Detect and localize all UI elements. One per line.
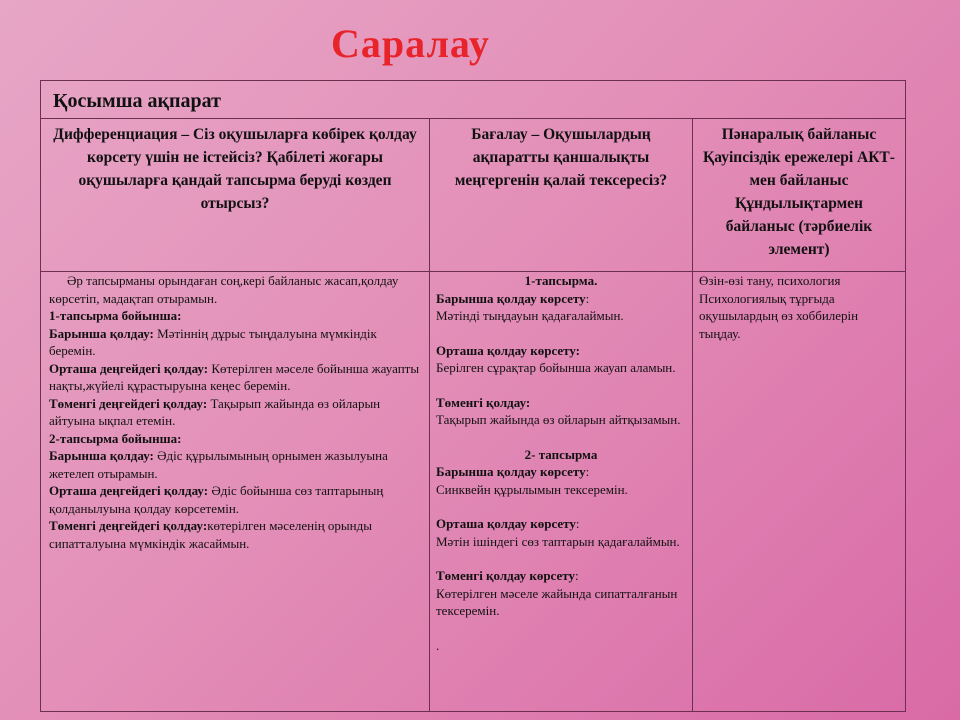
t2-low (49, 517, 421, 552)
task2-title: 2- тапсырма (524, 446, 598, 462)
crosslinks-cell (693, 272, 905, 342)
differentiation-cell (41, 272, 429, 552)
t1-low (49, 395, 421, 430)
crosslinks-text: Өзін-өзі тану, психология Психологиялық тұрғыда оқушылардың өз хоббилерін тыңдау. (699, 273, 859, 341)
label: Орташа деңгейдегі қолдау: (49, 483, 209, 498)
label: Төменгі деңгейдегі қолдау: (49, 518, 208, 533)
a1-low-text: Тақырып жайында өз ойларын айтқызамын. (436, 412, 681, 427)
a2-all: Барынша қолдау көрсету: (436, 464, 590, 479)
text: Әдіс құрылымының орнымен жазылуына жетелеп отырамын. (49, 448, 388, 481)
text: Мәтіннің дұрыс тыңдалуына мүмкіндік беремін. (49, 325, 377, 358)
label: Барынша қолдау: (49, 448, 154, 463)
table-header (41, 81, 905, 119)
a2-all-text: Синквейн құрылымын тексеремін. (436, 481, 628, 497)
task1-heading: 1-тапсырма бойынша: (49, 308, 182, 323)
a2-low: Төменгі қолдау көрсету: (436, 568, 579, 583)
a1-all-text: Мәтінді тыңдауын қадағалаймын. (436, 308, 624, 323)
trailing-dot: . (436, 637, 440, 653)
header-row-divider (41, 119, 905, 272)
label: Төменгі деңгейдегі қолдау: (49, 395, 208, 411)
a2-low-text: Көтерілген мәселе жайында сипатталғанын тексеремін. (436, 585, 678, 618)
task2-heading: 2-тапсырма бойынша: (49, 430, 182, 446)
a1-low-label: Төменгі қолдау: (436, 394, 531, 410)
column-question: Пәнаралық байланыс Қауіпсіздік ережелері АКТ-мен байланыс Құндылықтармен байланыс (тәрбиелік элемент) (703, 126, 895, 258)
t2-mid (49, 482, 421, 517)
column-question: Бағалау – Оқушылардың ақпаратты қаншалықты меңгергенін қалай тексересіз? (454, 126, 668, 189)
assessment-cell (430, 272, 692, 654)
a1-all: Барынша қолдау көрсету: (436, 290, 590, 306)
a1-mid-label: Орташа қолдау көрсету: (436, 342, 581, 358)
label: Төменгі қолдау көрсету (436, 568, 575, 583)
task1-title: 1-тапсырма. (524, 273, 598, 288)
a2-mid: Орташа қолдау көрсету: (436, 516, 580, 531)
a2-mid-text: Мәтін ішіндегі сөз таптарын қадағалаймын. (436, 533, 680, 549)
intro-text: Әр тапсырманы орындаған соң,кері байланыс жасап,қолдау көрсетіп, мадақтап отырамын. (49, 273, 399, 306)
slide-title: Саралау (331, 21, 490, 66)
column-question: Дифференциация – Сіз оқушыларға көбірек қолдау көрсету үшін не істейсіз? Қабілеті жоғары оқушыларға қандай тапсырма беруді көздеп отырсыз? (53, 126, 417, 212)
label: Барынша қолдау: (49, 325, 154, 341)
label: Орташа деңгейдегі қолдау: (49, 360, 209, 376)
label: Орташа қолдау көрсету (436, 516, 576, 531)
text: көтерілген мәселенің орынды сипатталуына мүмкіндік жасаймын. (49, 518, 372, 551)
label: Барынша қолдау көрсету (436, 290, 586, 306)
text: Тақырып жайында өз ойларын айтуына ықпал етемін. (49, 395, 381, 428)
info-table (40, 80, 906, 712)
label: Барынша қолдау көрсету (436, 464, 586, 479)
t1-all (49, 325, 421, 360)
table-header-label: Қосымша ақпарат (53, 90, 221, 112)
a1-mid-text: Берілген сұрақтар бойынша жауап аламын. (436, 360, 676, 375)
t2-all (49, 447, 421, 482)
text: Әдіс бойынша сөз таптарының қолданылуына қолдау көрсетемін. (49, 483, 384, 516)
text: Көтерілген мәселе бойынша жауапты нақты,жүйелі құрастыруына кеңес беремін. (49, 360, 420, 393)
t1-mid (49, 360, 421, 395)
